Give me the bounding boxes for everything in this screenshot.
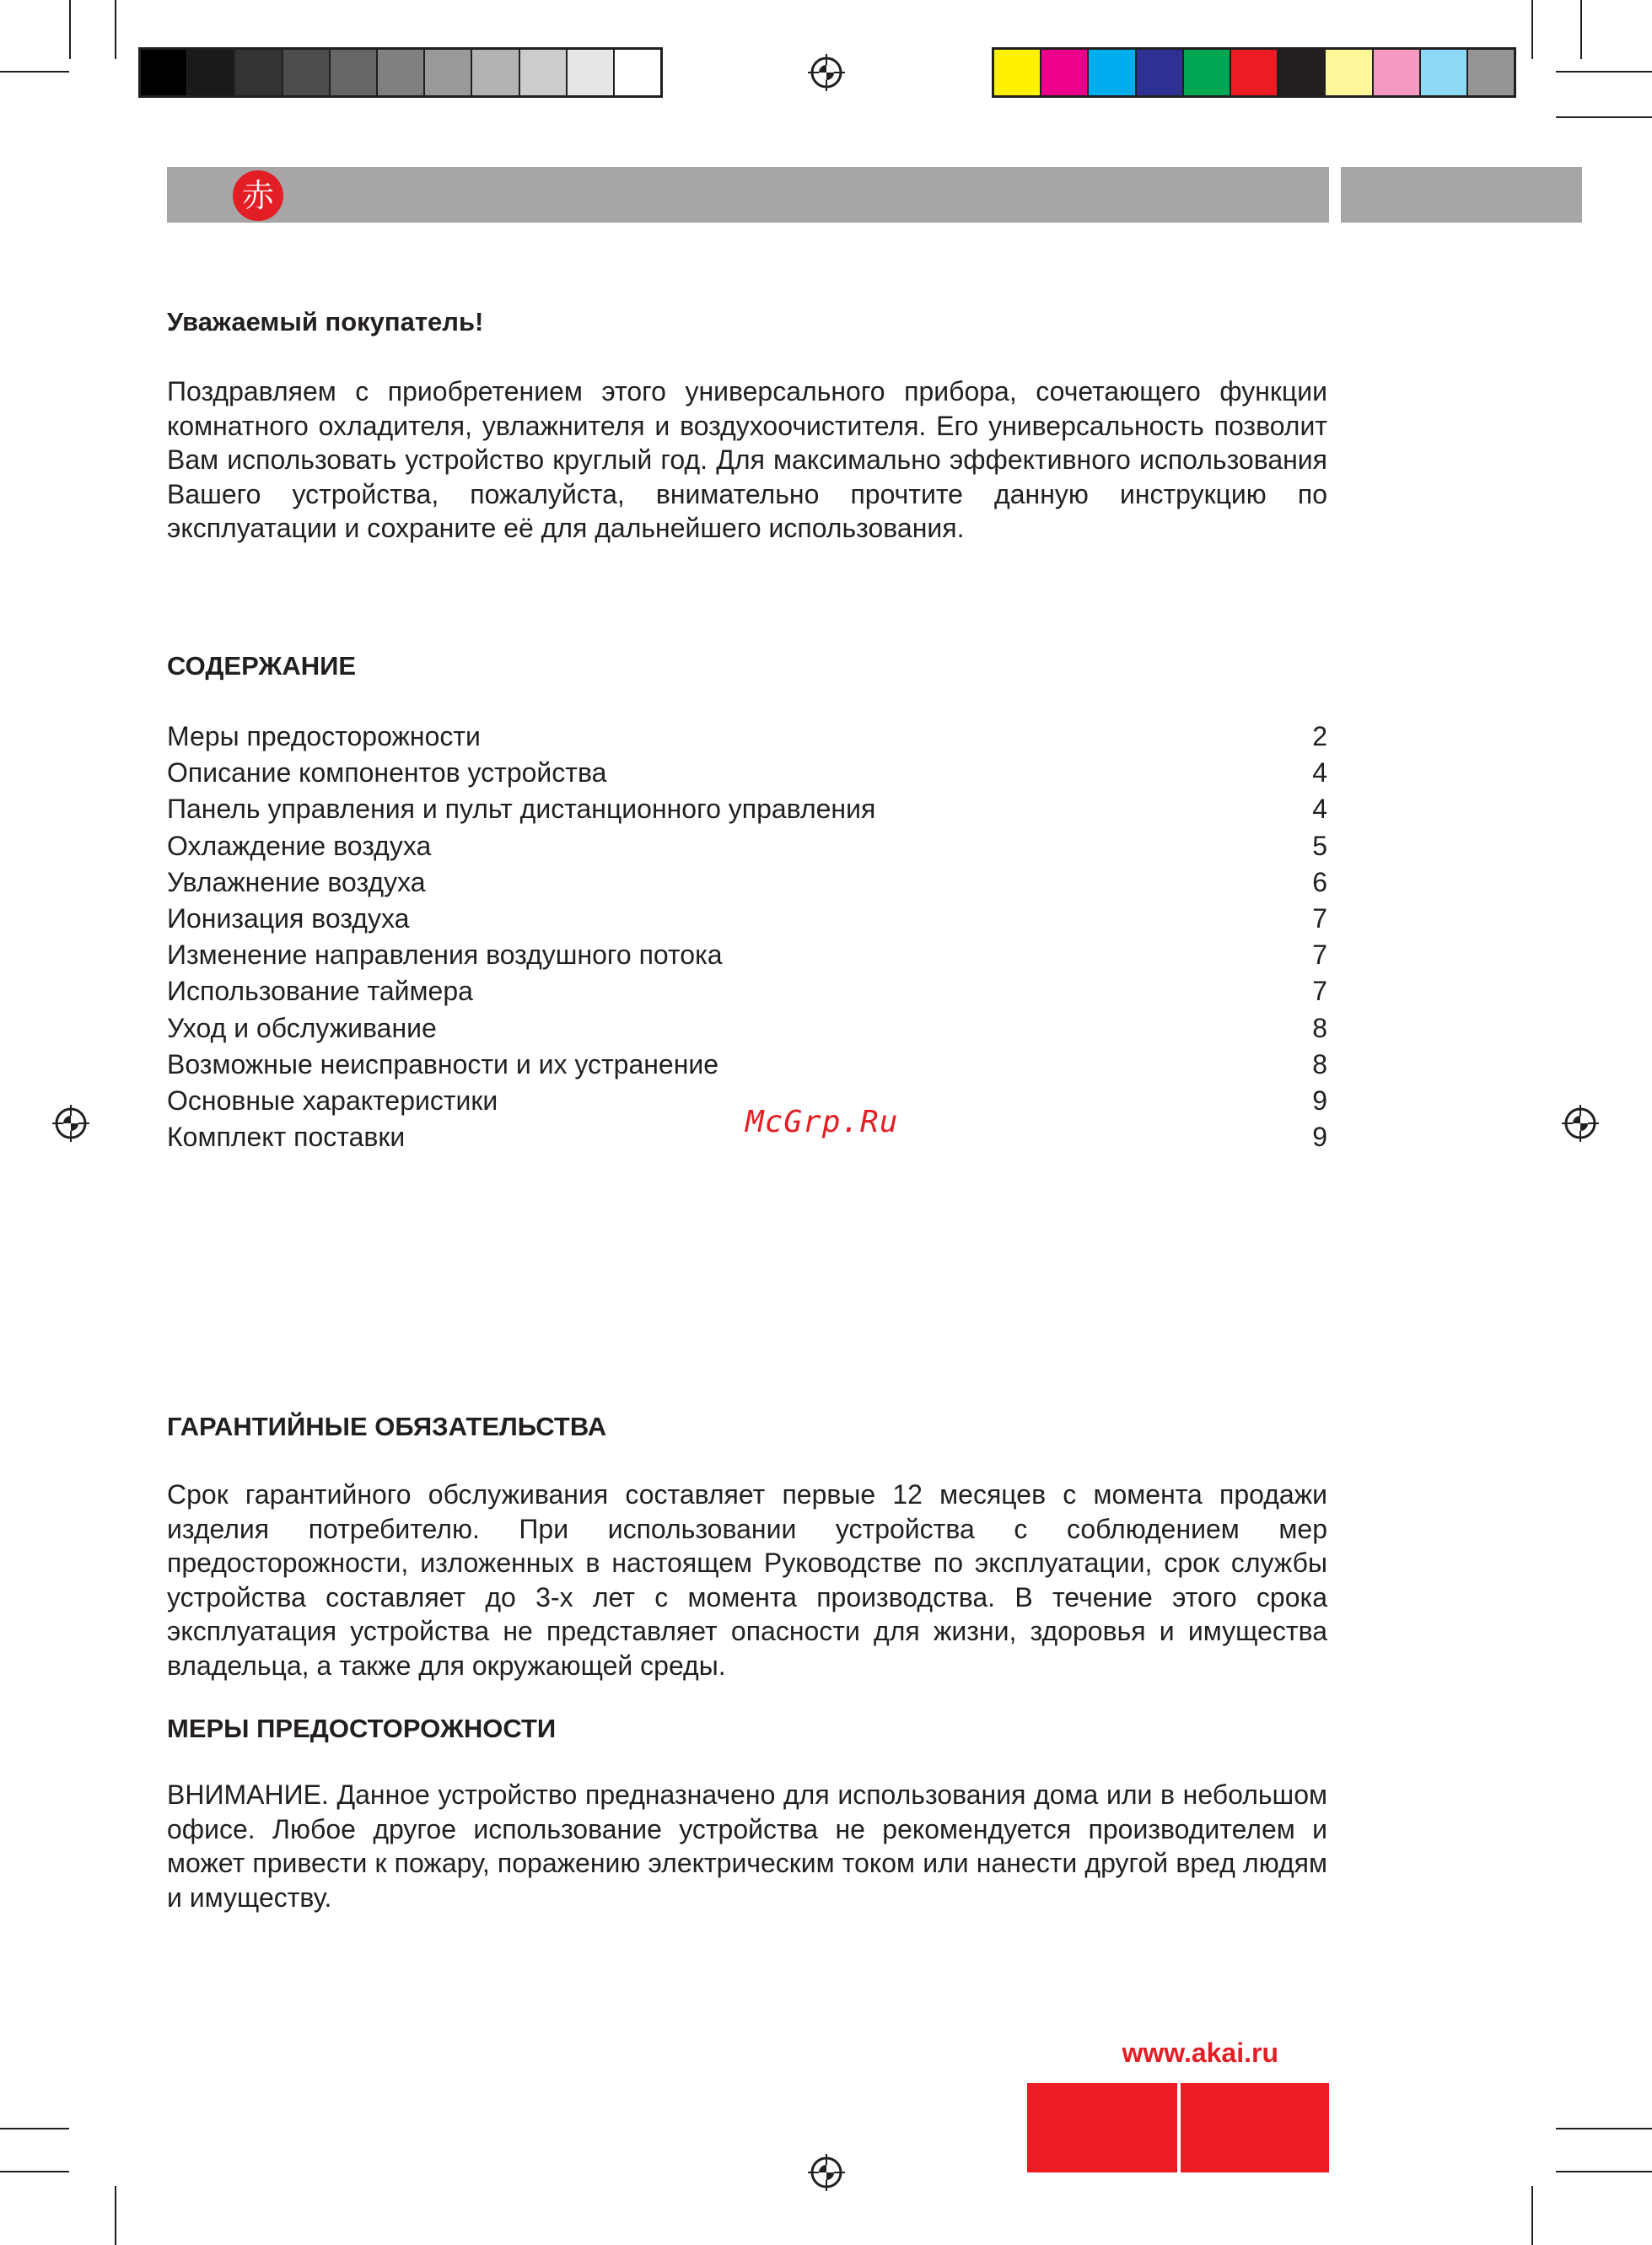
toc-entry-label: Увлажнение воздуха (167, 866, 426, 897)
warranty-title: ГАРАНТИЙНЫЕ ОБЯЗАТЕЛЬСТВА (167, 1412, 607, 1441)
watermark-text: McGrp.Ru (745, 1105, 899, 1139)
color-swatch (1231, 50, 1278, 95)
website-link[interactable]: www.akai.ru (1122, 2038, 1278, 2068)
toc-entry-label: Комплект поставки (167, 1122, 406, 1153)
crop-mark (1556, 71, 1652, 73)
crop-mark (1531, 0, 1533, 59)
color-swatch (235, 50, 283, 95)
toc-entry-label: Охлаждение воздуха (167, 830, 432, 861)
toc-entry-label: Изменение направления воздушного потока (167, 939, 723, 971)
color-swatch (615, 50, 660, 95)
registration-target-icon (808, 2154, 845, 2191)
crop-mark (115, 0, 116, 59)
color-swatch (568, 50, 615, 95)
crop-mark (0, 71, 69, 73)
crop-mark (115, 2186, 116, 2245)
color-swatch (188, 50, 235, 95)
greeting-heading: Уважаемый покупатель! (167, 307, 484, 336)
table-of-contents (167, 719, 1327, 1155)
brand-logo-icon: 赤 (233, 170, 283, 221)
toc-entry[interactable] (167, 791, 1327, 827)
toc-entry[interactable] (167, 828, 1327, 864)
registration-target-icon (1562, 1105, 1599, 1142)
crop-mark (1556, 116, 1652, 118)
toc-title: СОДЕРЖАНИЕ (167, 651, 357, 681)
toc-entry[interactable] (167, 1010, 1327, 1047)
toc-entry-page: 4 (1312, 794, 1327, 825)
color-swatch (994, 50, 1041, 95)
toc-entry-page: 9 (1312, 1085, 1327, 1116)
color-swatch (1374, 50, 1421, 95)
color-calibration-strip (992, 47, 1516, 98)
color-swatch (520, 50, 568, 95)
toc-entry-page: 7 (1312, 976, 1327, 1007)
toc-entry[interactable] (167, 1047, 1327, 1083)
toc-entry-label: Панель управления и пульт дистанционного управления (167, 794, 876, 825)
toc-entry-label: Уход и обслуживание (167, 1012, 437, 1043)
toc-entry-page: 6 (1312, 866, 1327, 897)
crop-mark (1556, 2128, 1652, 2129)
toc-entry[interactable] (167, 755, 1327, 791)
footer-red-block (1027, 2083, 1177, 2172)
toc-entry-label: Описание компонентов устройства (167, 757, 607, 789)
toc-entry-label: Использование таймера (167, 976, 473, 1007)
color-swatch (1278, 50, 1326, 95)
header-band (167, 167, 1329, 223)
toc-entry-label: Возможные неисправности и их устранение (167, 1048, 719, 1079)
toc-entry-page: 2 (1312, 721, 1327, 751)
color-swatch (1089, 50, 1136, 95)
color-swatch (1468, 50, 1514, 95)
crop-mark (0, 2128, 69, 2129)
toc-entry[interactable] (167, 864, 1327, 901)
color-swatch (1041, 50, 1089, 95)
toc-entry-page: 8 (1312, 1048, 1327, 1079)
color-swatch (1326, 50, 1373, 95)
toc-entry-label: Меры предосторожности (167, 721, 481, 751)
toc-entry-label: Ионизация воздуха (167, 902, 410, 934)
toc-entry-page: 8 (1312, 1012, 1327, 1043)
registration-target-icon (808, 54, 845, 91)
toc-entry-page: 9 (1312, 1122, 1327, 1153)
toc-entry-page: 4 (1312, 757, 1327, 789)
grayscale-calibration-strip (138, 47, 663, 98)
warranty-paragraph: Срок гарантийного обслуживания составляет первые 12 месяцев с момента продажи изделия потребителю. При использовании устройства с соблюдением мер предосторожности, изложенных в настоящем Руководстве по эксплуатации, срок службы устройства составляет до 3-х лет с момента производства. В течение этого срока эксплуатация устройства не представляет опасности для жизни, здоровья и имущества владельца, а также для окружающей среды. (167, 1479, 1327, 1681)
toc-entry[interactable] (167, 937, 1327, 973)
color-swatch (378, 50, 425, 95)
crop-mark (1556, 2171, 1652, 2172)
crop-mark (1580, 0, 1582, 59)
toc-entry-page: 7 (1312, 902, 1327, 934)
color-swatch (1137, 50, 1184, 95)
color-swatch (425, 50, 472, 95)
color-swatch (283, 50, 331, 95)
registration-target-icon (52, 1105, 89, 1142)
intro-paragraph: Поздравляем с приобретением этого универсального прибора, сочетающего функции комнатного охладителя, увлажнителя и воздухоочистителя. Его универсальность позволит Вам использовать устройство круглый год. Для максимально эффективного использования Вашего устройства, пожалуйста, внимательно прочтите данную инструкцию по эксплуатации и сохраните её для дальнейшего использования. (167, 376, 1327, 543)
color-swatch (141, 50, 188, 95)
toc-entry-page: 7 (1312, 939, 1327, 971)
toc-entry[interactable] (167, 719, 1327, 755)
toc-entry-page: 5 (1312, 830, 1327, 861)
header-band-tab (1341, 167, 1582, 223)
toc-entry[interactable] (167, 973, 1327, 1009)
color-swatch (472, 50, 519, 95)
toc-entry-label: Основные характеристики (167, 1085, 498, 1116)
crop-mark (0, 2171, 69, 2172)
crop-mark (69, 0, 71, 59)
color-swatch (331, 50, 378, 95)
footer-red-block (1181, 2083, 1329, 2172)
crop-mark (1531, 2186, 1533, 2245)
color-swatch (1421, 50, 1468, 95)
precautions-paragraph: ВНИМАНИЕ. Данное устройство предназначено для использования дома или в небольшом офисе. Любое другое использование устройства не рекомендуется производителем и может привести к пожару, поражению электрическим током или нанести другой вред людям и имуществу. (167, 1779, 1327, 1913)
toc-entry[interactable] (167, 901, 1327, 937)
precautions-title: МЕРЫ ПРЕДОСТОРОЖНОСТИ (167, 1714, 557, 1743)
color-swatch (1184, 50, 1231, 95)
